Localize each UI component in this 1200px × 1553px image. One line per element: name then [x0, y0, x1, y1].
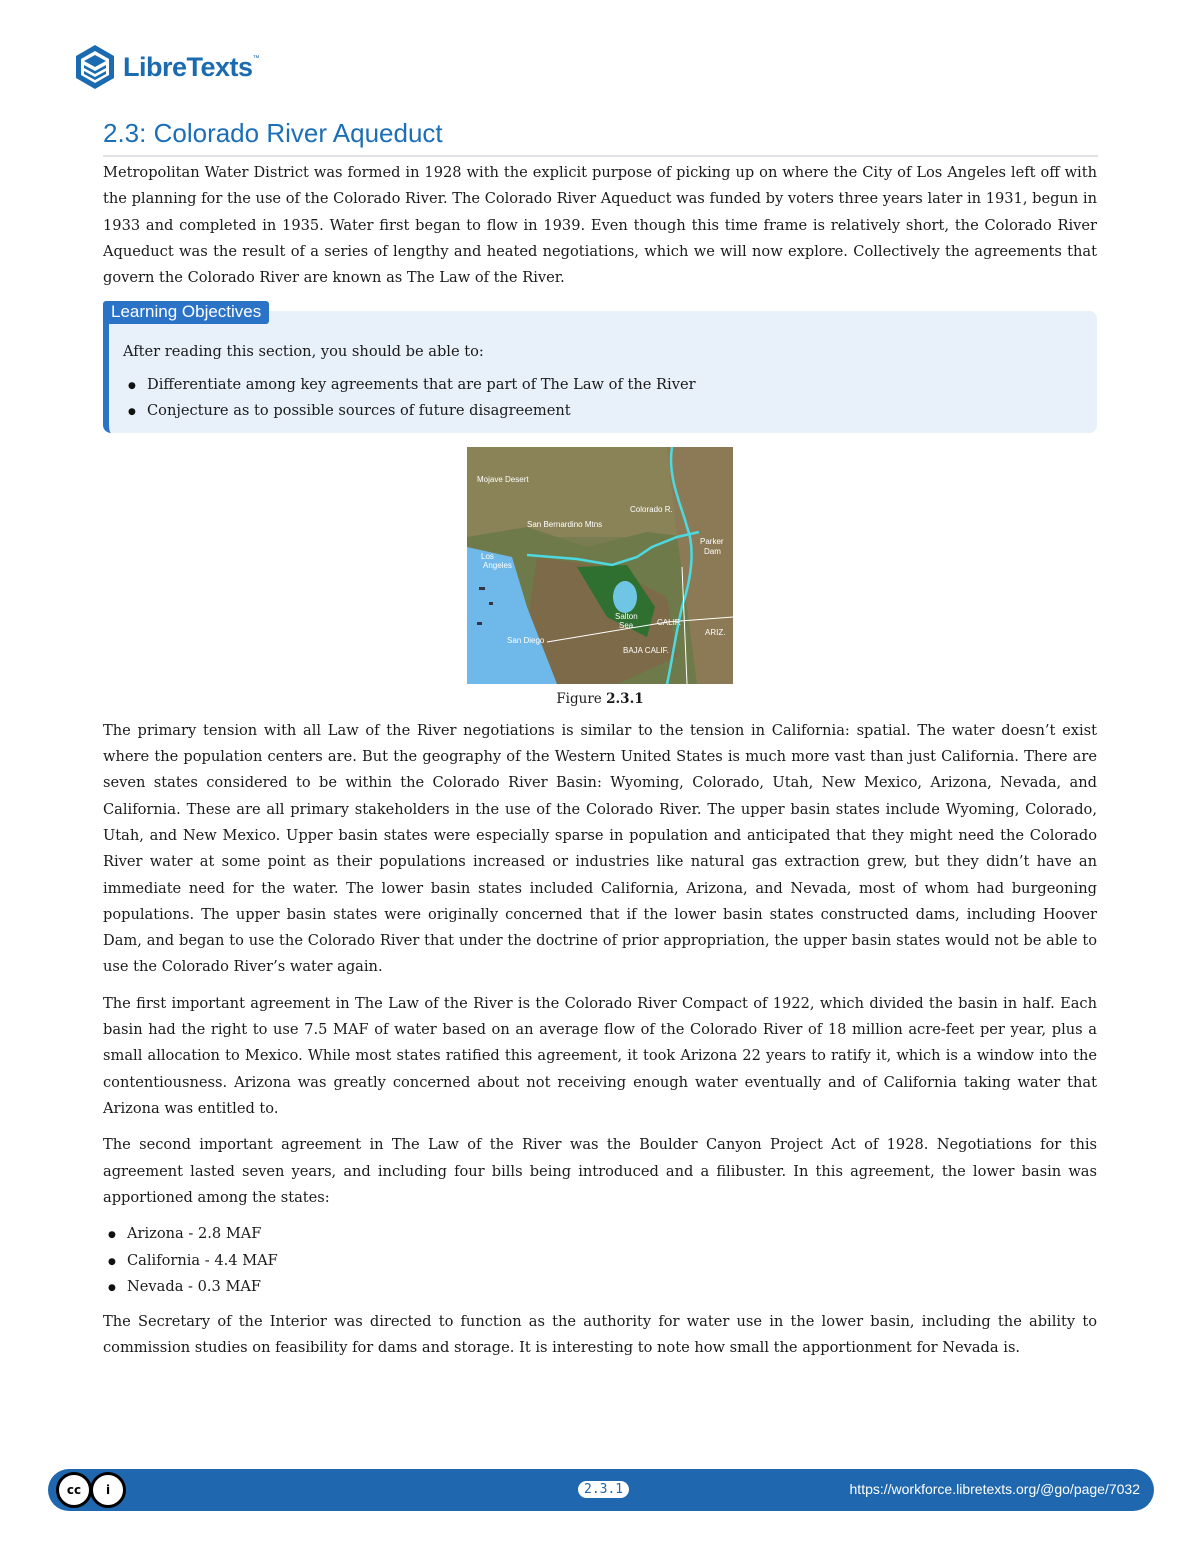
map-label-colorado: Colorado R. — [630, 504, 673, 514]
map-label-san-diego: San Diego — [507, 635, 545, 645]
figure-caption-prefix: Figure — [556, 690, 607, 707]
map-label-mojave: Mojave Desert — [477, 474, 529, 484]
map-label-san-bernardino: San Bernardino Mtns — [527, 519, 603, 529]
body-paragraph: The second important agreement in The Law of the River was the Boulder Canyon Project Act of 1928. Negotiations for this agreement lasted seven years, and including four bills being introduced and a filibuster. In this agreement, the lower basin was apportioned among the states: — [103, 1136, 1097, 1206]
figure — [103, 447, 1097, 710]
map-label-salton: Salton — [615, 611, 638, 621]
apportionment-item: ● Arizona - 2.8 MAF — [103, 1221, 1097, 1248]
brand-name: LibreTexts — [123, 51, 253, 82]
map-label-angeles: Angeles — [483, 560, 512, 570]
objective-item: ● Differentiate among key agreements that are part of The Law of the River — [123, 372, 1081, 399]
cc-icon: cc — [56, 1472, 92, 1508]
apportionment-item: ● Nevada - 0.3 MAF — [103, 1274, 1097, 1301]
attribution-icon: i — [90, 1472, 126, 1508]
page-url-link[interactable]: https://workforce.libretexts.org/@go/page/7032 — [849, 1481, 1140, 1497]
learning-objectives-box — [103, 302, 1097, 432]
page-footer — [48, 1469, 1154, 1511]
objective-item: ● Conjecture as to possible sources of future disagreement — [123, 398, 1081, 425]
learning-objectives-list — [123, 372, 1081, 425]
apportionment-list — [103, 1221, 1097, 1301]
brand-trademark: ™ — [252, 55, 260, 62]
map-label-parker: Parker — [700, 536, 724, 546]
map-label-sea: Sea — [619, 620, 634, 630]
page-number: 2.3.1 — [578, 1481, 629, 1498]
map-label-calif: CALIF. — [657, 617, 682, 627]
map-label-ariz: ARIZ. — [705, 627, 726, 637]
figure-caption — [103, 688, 1097, 710]
colorado-aqueduct-map — [467, 447, 733, 684]
libretexts-logo[interactable] — [73, 41, 260, 93]
figure-caption-number: 2.3.1 — [606, 690, 644, 707]
apportionment-item: ● California - 4.4 MAF — [103, 1248, 1097, 1275]
learning-objectives-title: Learning Objectives — [103, 301, 269, 324]
closing-paragraph: The Secretary of the Interior was directed to function as the authority for water use in the lower basin, including the ability to commission studies on feasibility for dams and storage. It is interesting to note how small the apportionment for Nevada is. — [103, 1312, 1097, 1356]
intro-paragraph: Metropolitan Water District was formed in 1928 with the explicit purpose of picking up on where the City of Los Angeles left off with the planning for the use of the Colorado River. The Colorado River Aqueduct was funded by voters three years later in 1931, begun in 1933 and completed in 1935. Water first began to flow in 1939. Even though this time frame is relatively short, the Colorado River Aqueduct was the result of a series of lengthy and heated negotiations, which we will now explore. Collectively the agreements that govern the Colorado River are known as The Law of the River. — [103, 164, 1097, 287]
page-title: 2.3: Colorado River Aqueduct — [103, 118, 1098, 157]
body-paragraph: The first important agreement in The Law of the River is the Colorado River Compact of 1922, which divided the basin in half. Each basin had the right to use 7.5 MAF of water based on an average flow of the Colorado River of 18 million acre-feet per year, plus a small allocation to Mexico. While most states ratified this agreement, it took Arizona 22 years to ratify it, which is a window into the contentiousness. Arizona was greatly concerned about not receiving enough water eventually and of California taking water that Arizona was entitled to. — [103, 994, 1097, 1117]
learning-objectives-lead: After reading this section, you should be able to: — [123, 343, 484, 361]
map-label-dam: Dam — [704, 546, 721, 556]
body-paragraph: The primary tension with all Law of the River negotiations is similar to the tension in California: spatial. The water doesn’t exist where the population centers are. But the geography of the Western United States is much more vast than just California. There are seven states considered to be within the Colorado River Basin: Wyoming, Colorado, Utah, New Mexico, Arizona, Nevada, and California. These are all primary stakeholders in the use of the Colorado River. The upper basin states include Wyoming, Colorado, Utah, and New Mexico. Upper basin states were especially sparse in population and anticipated that they might need the Colorado River water at some point as their populations increased or industries like natural gas extraction grew, but they didn’t have an immediate need for the water. The lower basin states included California, Arizona, and Nevada, most of whom had burgeoning populations. The upper basin states were originally concerned that if the lower basin states constructed dams, including Hoover Dam, and began to use the Colorado River that under the doctrine of prior appropriation, the upper basin states would not be able to use the Colorado River’s water again. — [103, 721, 1097, 976]
main-content — [103, 160, 1097, 1371]
map-label-los: Los — [481, 551, 494, 561]
map-label-baja: BAJA CALIF. — [623, 645, 669, 655]
cc-license-badge[interactable] — [56, 1472, 124, 1508]
libretexts-logo-icon — [73, 43, 117, 91]
